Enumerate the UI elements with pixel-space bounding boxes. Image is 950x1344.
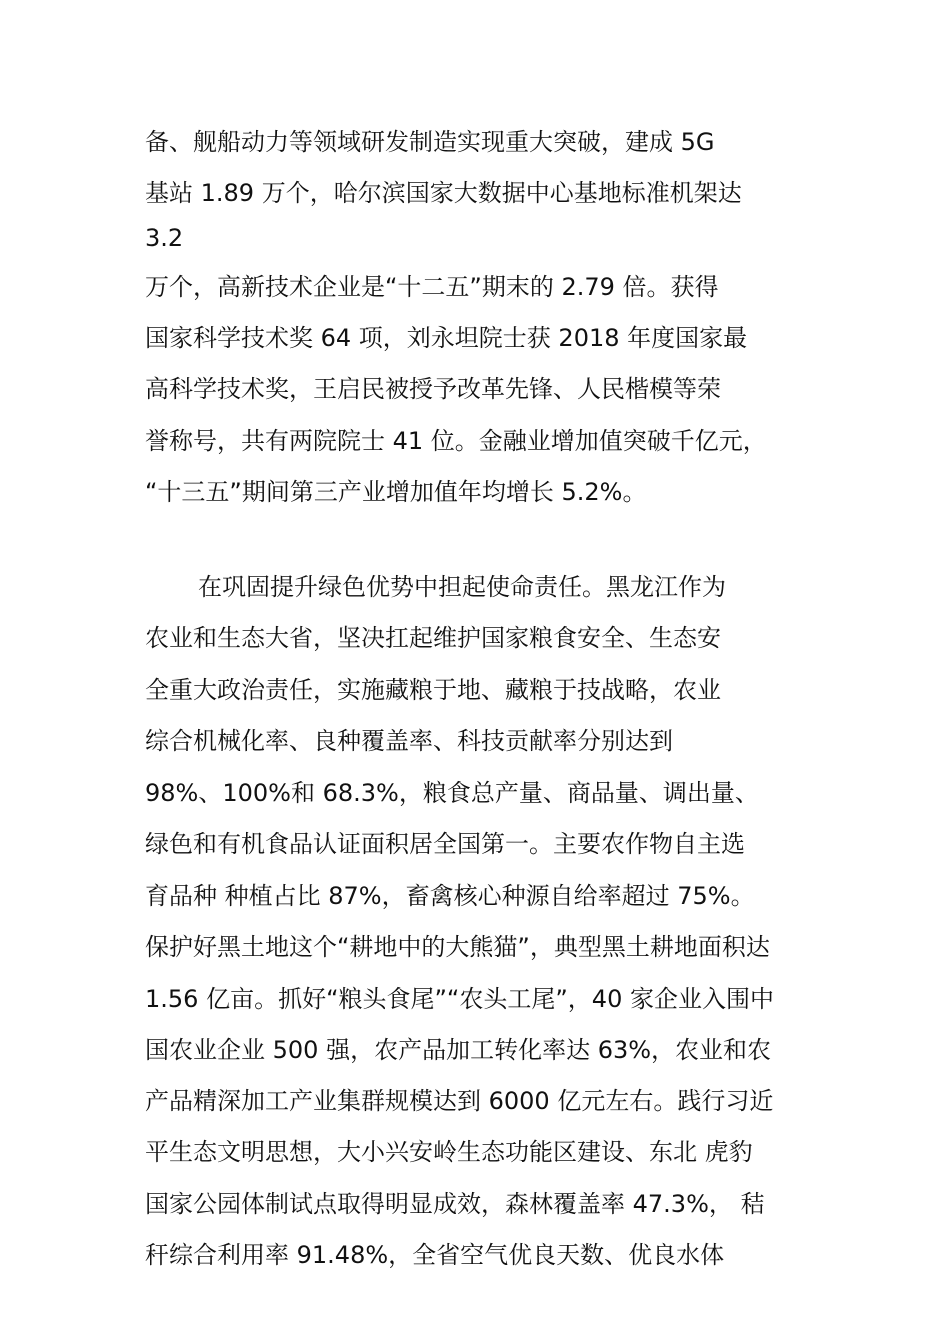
text-line: 农业和生态大省，坚决扛起维护国家粮食安全、生态安 — [145, 624, 721, 652]
text-line: 国农业企业 500 强，农产品加工转化率达 63%，农业和农 — [145, 1036, 772, 1064]
text-line: 1.56 亿亩。抓好“粮头食尾”“农头工尾”，40 家企业入围中 — [145, 985, 774, 1013]
text-line: 保护好黑土地这个“耕地中的大熊猫”，典型黑土耕地面积达 — [145, 933, 770, 961]
text-line: 平生态文明思想，大小兴安岭生态功能区建设、东北 虎豹 — [145, 1138, 753, 1166]
text-line: 综合机械化率、良种覆盖率、科技贡献率分别达到 — [145, 727, 673, 755]
text-line: 绿色和有机食品认证面积居全国第一。主要农作物自主选 — [145, 830, 745, 858]
text-line: 98%、100%和 68.3%，粮食总产量、商品量、调出量、 — [145, 779, 759, 807]
text-line: 备、舰船动力等领域研发制造实现重大突破，建成 5G — [145, 128, 715, 156]
text-line: 在巩固提升绿色优势中担起使命责任。黑龙江作为 — [198, 573, 726, 601]
text-line: 3.2 — [145, 224, 184, 252]
text-line: 全重大政治责任，实施藏粮于地、藏粮于技战略，农业 — [145, 676, 721, 704]
text-line: 国家科学技术奖 64 项，刘永坦院士获 2018 年度国家最 — [145, 324, 748, 352]
text-line: 万个，高新技术企业是“十二五”期末的 2.79 倍。获得 — [145, 273, 719, 301]
text-line: 基站 1.89 万个，哈尔滨国家大数据中心基地标准机架达 — [145, 179, 742, 207]
text-line: “十三五”期间第三产业增加值年均增长 5.2%。 — [145, 478, 647, 506]
text-line: 誉称号，共有两院院士 41 位。金融业增加值突破千亿元， — [145, 427, 767, 455]
text-line: 国家公园体制试点取得明显成效，森林覆盖率 47.3%， 秸 — [145, 1190, 765, 1218]
text-line: 育品种 种植占比 87%，畜禽核心种源自给率超过 75%。 — [145, 882, 755, 910]
text-line: 高科学技术奖，王启民被授予改革先锋、人民楷模等荣 — [145, 375, 721, 403]
text-line: 秆综合利用率 91.48%，全省空气优良天数、优良水体 — [145, 1241, 725, 1269]
text-line: 产品精深加工产业集群规模达到 6000 亿元左右。践行习近 — [145, 1087, 774, 1115]
